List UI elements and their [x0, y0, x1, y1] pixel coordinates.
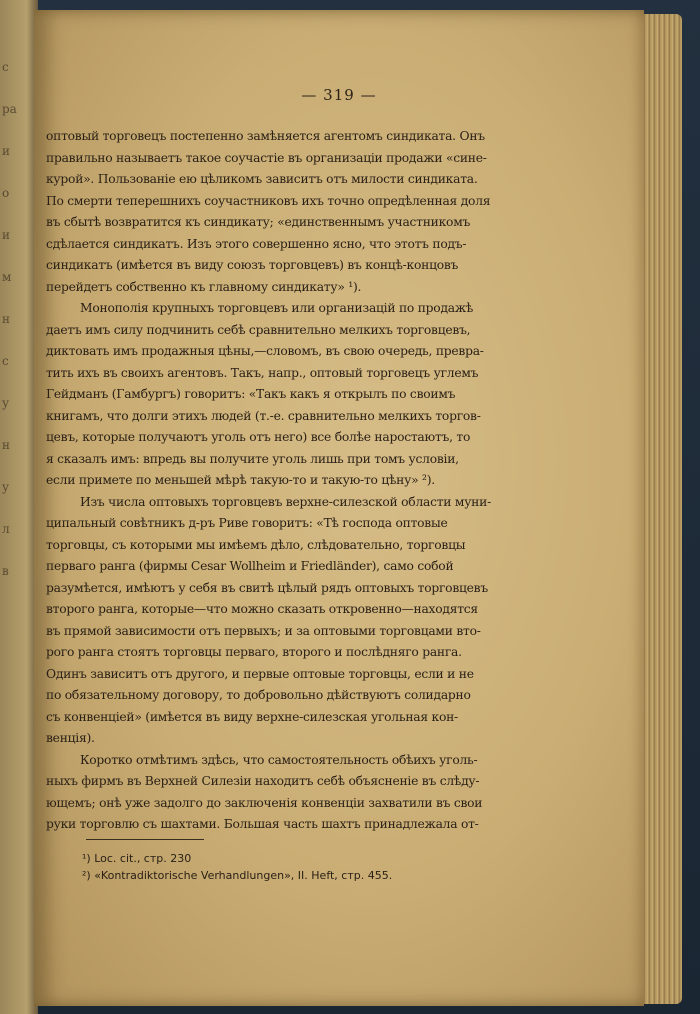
text-line: синдикатъ (имѣется въ виду союзъ торговцевъ) въ концѣ-концовъ: [46, 258, 459, 272]
text-line: я сказалъ имъ: впредь вы получите уголь лишь при томъ условіи,: [46, 451, 459, 466]
text-line: курой». Пользованіе ею цѣликомъ зависитъ отъ милости синдиката.: [46, 172, 478, 186]
text-line: цевъ, которые получаютъ уголь отъ него) все болѣе наростаютъ, то: [46, 430, 471, 444]
text-line: ныхъ фирмъ въ Верхней Силезіи находитъ себѣ объясненіе въ слѣду-: [46, 774, 480, 788]
text-line: сдѣлается синдикатъ. Изъ этого совершенно ясно, что этотъ подъ-: [46, 236, 467, 251]
footnote-2: ²) «Kontradiktorische Verhandlungen», II. Heft, стр. 455.: [82, 869, 393, 882]
text-line: второго ранга, которые—что можно сказать откровенно—находятся: [46, 602, 478, 616]
footnote-1: ¹) Loc. cit., стр. 230: [82, 852, 192, 865]
text-line: съ конвенціей» (имѣется въ виду верхне-силезская угольная кон-: [46, 709, 458, 724]
left-page-edge: [0, 0, 38, 1014]
left-page-fragment: у: [2, 396, 10, 410]
left-page-fragment: л: [2, 522, 10, 536]
text-line: тить ихъ въ своихъ агентовъ. Такъ, напр., оптовый торговецъ углемъ: [46, 365, 479, 380]
book-page: [34, 10, 644, 1006]
text-line: перваго ранга (фирмы Cesar Wollheim и Friedländer), само собой: [46, 559, 454, 573]
footnote-rule: [86, 839, 204, 840]
footnotes: [82, 850, 502, 884]
left-page-fragment: м: [2, 270, 12, 284]
left-page-fragment: и: [2, 144, 10, 158]
text-line: книгамъ, что долги этихъ людей (т.-е. сравнительно мелкихъ торгов-: [46, 408, 481, 423]
text-line: если примете по меньшей мѣрѣ такую-то и такую-то цѣну» ²).: [46, 473, 435, 487]
text-line: правильно называетъ такое соучастіе въ организаціи продажи «сине-: [46, 150, 487, 165]
text-line: руки торговлю съ шахтами. Большая часть шахтъ принадлежала от-: [46, 817, 479, 831]
left-page-fragment: у: [2, 480, 10, 494]
body-text: [46, 126, 546, 836]
text-line: По смерти теперешнихъ соучастниковъ ихъ точно опредѣленная доля: [46, 193, 491, 208]
text-line: рого ранга стоятъ торговцы перваго, второго и послѣдняго ранга.: [46, 645, 462, 659]
text-line: Гейдманъ (Гамбургъ) говоритъ: «Такъ какъ я открылъ по своимъ: [46, 387, 456, 401]
text-line: диктовать имъ продажныя цѣны,—словомъ, въ свою очередь, превра-: [46, 344, 484, 358]
left-page-fragment: с: [2, 354, 9, 368]
text-line: перейдетъ собственно къ главному синдикату» ¹).: [46, 279, 362, 294]
text-line: ципальный совѣтникъ д-ръ Риве говоритъ: «Тѣ господа оптовые: [46, 516, 448, 530]
text-line: въ прямой зависимости отъ первыхъ; и за оптовыми торговцами вто-: [46, 623, 481, 638]
text-line: торговцы, съ которыми мы имѣемъ дѣло, слѣдовательно, торговцы: [46, 537, 466, 552]
text-line: по обязательному договору, то добровольно дѣйствуютъ солидарно: [46, 688, 471, 702]
left-page-fragment: н: [2, 312, 10, 326]
text-line: въ сбытѣ возвратится къ синдикату; «единственнымъ участникомъ: [46, 215, 471, 229]
text-line: венція).: [46, 731, 95, 745]
text-line: Монополія крупныхъ торговцевъ или организацій по продажѣ: [80, 301, 474, 315]
left-page-fragment: н: [2, 438, 10, 452]
left-page-fragment: ра: [2, 102, 17, 116]
left-page-fragment: о: [2, 186, 10, 200]
text-line: Коротко отмѣтимъ здѣсь, что самостоятельность обѣихъ уголь-: [80, 752, 478, 767]
text-line: ющемъ; онѣ уже задолго до заключенія конвенціи захватили въ свои: [46, 795, 483, 810]
text-line: оптовый торговецъ постепенно замѣняется агентомъ синдиката. Онъ: [46, 129, 485, 143]
left-page-fragment: в: [2, 564, 9, 578]
text-line: разумѣется, имѣютъ у себя въ свитѣ цѣлый рядъ оптовыхъ торговцевъ: [46, 580, 488, 595]
page-number: — 319 —: [301, 86, 377, 104]
left-page-fragment: с: [2, 60, 9, 74]
text-line: даетъ имъ силу подчинить себѣ сравнительно мелкихъ торговцевъ,: [46, 322, 471, 337]
text-line: Изъ числа оптовыхъ торговцевъ верхне-силезской области муни-: [80, 494, 491, 509]
text-line: Одинъ зависитъ отъ другого, и первые оптовые торговцы, если и не: [46, 666, 474, 681]
left-page-fragment: и: [2, 228, 10, 242]
